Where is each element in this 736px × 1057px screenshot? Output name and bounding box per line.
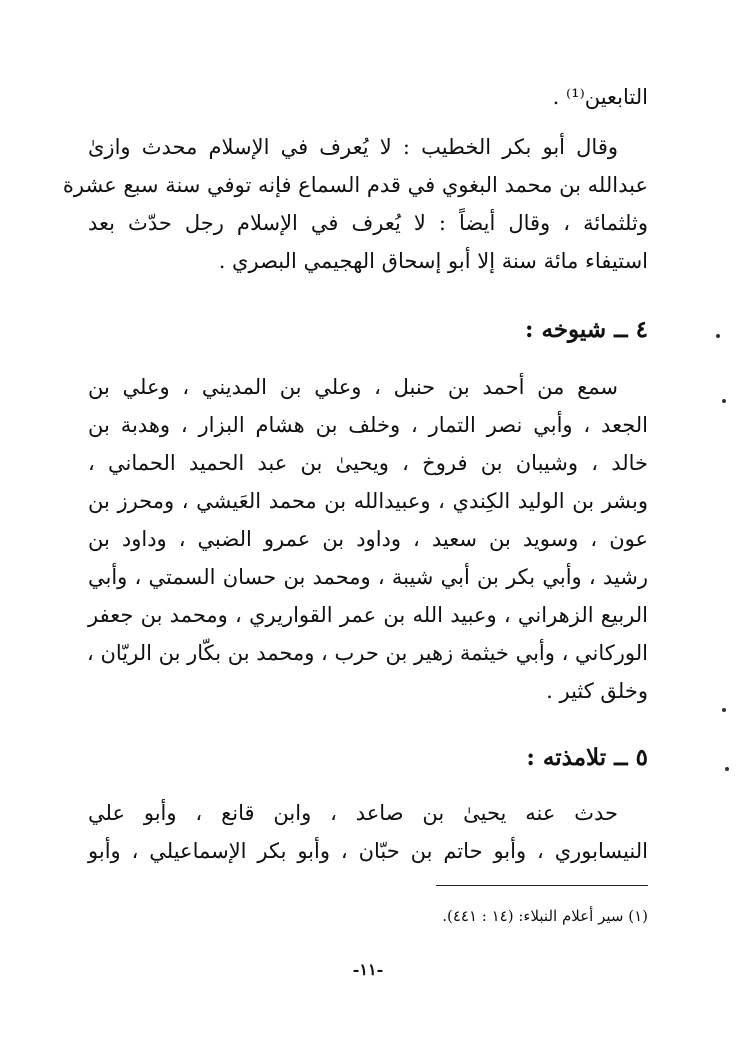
section-4-line-9: وخلق كثير .: [546, 679, 648, 703]
scan-speck: [722, 708, 726, 712]
section-5-heading: ٥ ــ تلامذته :: [526, 744, 648, 771]
paragraph-1-line-2: عبدالله بن محمد البغوي في قدم السماع فإنه توفي سنة سبع عشرة: [62, 173, 648, 197]
section-4-line-2: الجعد ، وأبي نصر التمار ، وخلف بن هشام البزار ، وهدبة بن: [88, 413, 648, 437]
page-number: -١١-: [352, 960, 384, 979]
paragraph-1-line-4: استيفاء مائة سنة إلا أبو إسحاق الهجيمي البصري .: [218, 249, 648, 273]
section-5-line-2: النيسابوري ، وأبو حاتم بن حبّان ، وأبو بكر الإسماعيلي ، وأبو: [88, 839, 648, 863]
section-4-line-6: رشيد ، وأبي بكر بن أبي شيبة ، ومحمد بن حسان السمتي ، وأبي: [88, 565, 648, 589]
section-4-line-7: الربيع الزهراني ، وعبيد الله بن عمر القواريري ، ومحمد بن جعفر: [88, 603, 648, 627]
scan-speck: [716, 334, 720, 338]
intro-line: التابعين⁽¹⁾ .: [552, 85, 648, 109]
section-4-line-8: الوركاني ، وأبي خيثمة زهير بن حرب ، ومحمد بن بكّار بن الريّان ،: [86, 641, 648, 665]
footnote-separator: [436, 885, 648, 886]
section-5-line-1: حدث عنه يحيىٰ بن صاعد ، وابن قانع ، وأبو علي: [88, 801, 618, 825]
scan-speck: [725, 767, 729, 771]
section-4-heading: ٤ ــ شيوخه :: [525, 316, 648, 343]
paragraph-1-line-1: وقال أبو بكر الخطيب : لا يُعرف في الإسلام محدث وازىٰ: [88, 135, 618, 159]
paragraph-1-line-3: وثلثمائة ، وقال أيضاً : لا يُعرف في الإسلام رجل حدّث بعد: [88, 211, 648, 235]
section-4-line-3: خالد ، وشيبان بن فروخ ، ويحيىٰ بن عبد الحميد الحماني ،: [88, 451, 648, 475]
section-4-line-5: عون ، وسويد بن سعيد ، وداود بن عمرو الضبي ، وداود بن: [88, 527, 648, 551]
scan-speck: [722, 399, 726, 403]
section-4-line-4: وبشر بن الوليد الكِندي ، وعبيدالله بن محمد العَيشي ، ومحرز بن: [88, 489, 648, 513]
footnote: (١) سير أعلام النبلاء: (١٤ : ٤٤١).: [442, 907, 648, 925]
section-4-line-1: سمع من أحمد بن حنبل ، وعلي بن المديني ، وعلي بن: [88, 375, 618, 399]
